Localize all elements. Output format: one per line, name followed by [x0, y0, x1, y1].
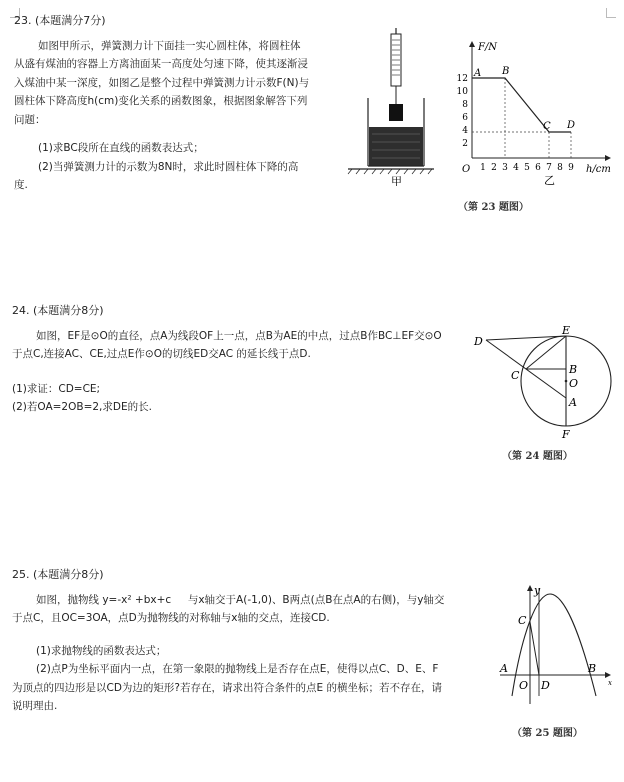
problem-24-heading: 24. (本题满分8分)	[12, 304, 104, 317]
x-tick: 7	[546, 163, 552, 173]
figure-23-caption: （第 23 题图）	[458, 202, 529, 213]
x-axis-label: x	[608, 679, 612, 687]
point-label-A: A	[569, 396, 577, 409]
problem-24	[12, 302, 482, 417]
problem-25-line-rest: 与x轴交于A(-1,0)、B两点(点B在点A的右侧)，与y轴交	[187, 593, 445, 606]
point-label-A: A	[500, 662, 508, 675]
problem-25-question-2-cont: 说明理由.	[12, 700, 58, 712]
point-label-D: D	[541, 679, 550, 692]
point-label-C: C	[543, 121, 551, 132]
problem-24-question-1: (1)求证：CD=CE;	[12, 382, 101, 395]
figure-24-circle	[470, 326, 620, 441]
point-label-A: A	[474, 68, 482, 79]
point-label-C: C	[511, 369, 520, 382]
problem-23-question-1: (1)求BC段所在直线的函数表达式；	[38, 142, 204, 154]
problem-24-question-2: (2)若OA=2OB=2,求DE的长.	[12, 401, 152, 413]
y-tick: 6	[462, 113, 468, 123]
y-tick: 12	[456, 74, 468, 84]
x-tick: 3	[502, 163, 508, 173]
y-tick: 2	[462, 139, 468, 149]
x-tick: 1	[480, 163, 486, 173]
x-tick: 4	[513, 163, 519, 173]
x-tick: 9	[568, 163, 574, 173]
problem-24-line: 于点C,连接AC、CE,过点E作⊙O的切线ED交AC 的延长线于点D.	[12, 348, 311, 360]
y-axis-label: y	[534, 584, 541, 597]
x-axis-label: h/cm	[586, 164, 611, 175]
y-axis-label: F/N	[478, 42, 498, 53]
problem-23-heading: 23. (本题满分7分)	[14, 14, 106, 27]
problem-23-line: 如图甲所示，弹簧测力计下面挂一实心圆柱体，将圆柱体	[38, 39, 301, 52]
point-label-O: O	[569, 377, 579, 390]
problem-23-question-2-cont: 度.	[14, 179, 28, 191]
figure-25-parabola	[492, 582, 620, 708]
origin-label: O	[462, 164, 471, 175]
problem-25-question-2: (2)点P为坐标平面内一点，在第一象限的抛物线上是否存在点E，使得以点C、D、E、F	[36, 663, 439, 675]
problem-23-line: 从盛有煤油的容器上方离油面某一高度处匀速下降，使其逐渐浸	[14, 58, 308, 70]
page-corner-mark	[606, 8, 616, 18]
problem-25-line	[12, 591, 500, 610]
point-label-D: D	[474, 335, 483, 348]
point-label-E: E	[562, 326, 571, 337]
point-label-B: B	[588, 662, 597, 675]
figure-25-caption: （第 25 题图）	[512, 728, 583, 739]
point-label-B: B	[569, 363, 578, 376]
figure-23-apparatus	[346, 26, 436, 186]
problem-23-line: 问题：	[14, 113, 46, 126]
point-label-C: C	[518, 614, 527, 627]
figure-24-caption: （第 24 题图）	[502, 451, 573, 462]
y-tick: 8	[462, 100, 468, 110]
problem-23-line: 圆柱体下降高度h(cm)变化关系的函数图象，根据图象解答下列	[14, 95, 308, 107]
problem-25-question-2-cont: 为顶点的四边形是以CD为边的矩形?若存在，请求出符合条件的点E 的横坐标；若不存在，请	[12, 681, 442, 694]
problem-25-heading: 25. (本题满分8分)	[12, 568, 104, 581]
x-tick: 5	[524, 163, 530, 173]
figure-23-graph	[446, 36, 616, 186]
problem-25-question-1: (1)求抛物线的函数表达式；	[36, 644, 167, 657]
problem-25	[12, 566, 500, 716]
problem-24-line: 如图，EF是⊙O的直径，点A为线段OF上一点，点B为AE的中点，过点B作BC⊥EF交⊙O	[36, 329, 442, 342]
problem-23	[14, 12, 344, 195]
problem-25-line: 于点C，且OC=3OA，点D为抛物线的对称轴与x轴的交点，连接CD.	[12, 612, 330, 624]
point-label-O: O	[519, 679, 529, 692]
problem-23-line: 入煤油中某一深度，如图乙是整个过程中弹簧测力计示数F(N)与	[14, 76, 310, 89]
point-label-B: B	[502, 66, 510, 77]
x-tick: 2	[491, 163, 497, 173]
problem-23-question-2: (2)当弹簧测力计的示数为8N时，求此时圆柱体下降的高	[38, 160, 299, 173]
figure-label-yi: 乙	[544, 174, 555, 186]
x-tick: 6	[535, 163, 541, 173]
point-label-D: D	[567, 120, 576, 131]
x-tick: 8	[557, 163, 563, 173]
y-tick: 10	[456, 87, 468, 97]
y-tick: 4	[462, 126, 468, 136]
parabola-equation: 如图，抛物线 y=-x² +bx+c	[36, 593, 172, 606]
figure-label-jia: 甲	[391, 175, 402, 186]
point-label-F: F	[562, 428, 570, 441]
